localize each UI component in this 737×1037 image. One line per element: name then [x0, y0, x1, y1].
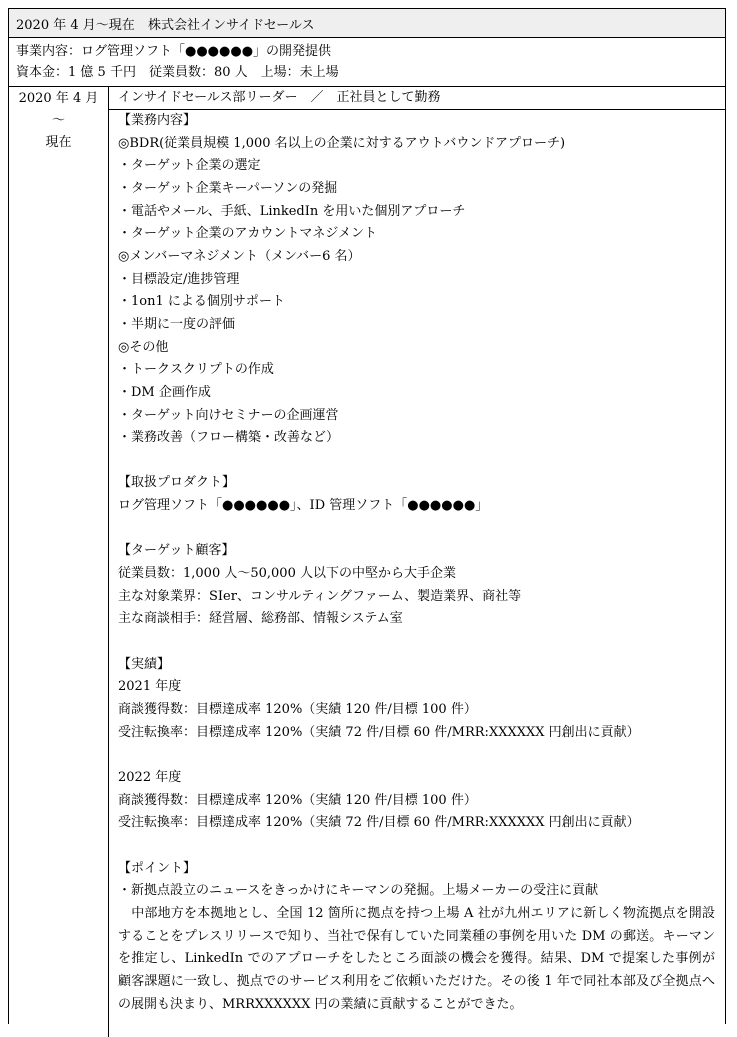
- company-name: 株式会社インサイドセールス: [148, 17, 315, 33]
- period-end: 現在: [45, 135, 72, 150]
- job-detail: [9, 87, 725, 1037]
- company-info: [9, 38, 725, 87]
- description-line: 【ポイント】: [118, 860, 197, 876]
- description-line: 受注転換率：目標達成率 120%（実績 72 件/目標 60 件/MRR:XXXXXX 円創出に貢献）: [118, 724, 640, 740]
- description-line: ・新拠点設立のニュースをきっかけにキーマンの発掘。上場メーカーの受注に貢献: [118, 883, 599, 899]
- description-line: 商談獲得数：目標達成率 120%（実績 120 件/目標 100 件）: [118, 702, 477, 718]
- description-line: 従業員数：1,000 人～50,000 人以下の中堅から大手企業: [118, 566, 456, 582]
- description-line: ・ターゲット企業キーパーソンの発掘: [118, 180, 338, 196]
- description-line: ・半期に一度の評価: [118, 316, 236, 332]
- description-line: 受注転換率：目標達成率 120%（実績 72 件/目標 60 件/MRR:XXXXXX 円創出に貢献）: [118, 815, 640, 831]
- role-title: インサイドセールス部リーダー ／ 正社員として勤務: [109, 87, 725, 110]
- description-line: 商談獲得数：目標達成率 120%（実績 120 件/目標 100 件）: [118, 792, 477, 808]
- description-line: ・電話やメール、手紙、LinkedIn を用いた個別アプローチ: [118, 203, 466, 219]
- employment-header: [9, 9, 725, 38]
- employment-period: 2020 年 4 月～現在: [16, 17, 135, 33]
- point-paragraph: 中部地方を本拠地とし、全国 12 箇所に拠点を持つ上場 A 社が九州エリアに新しく物流拠点を開設することをプレスリリースで知り、当社で保有していた同業種の事例を用いた DM の郵送。キーマンを推定し、LinkedIn でのアプローチをしたところ面談の機会を獲得。結果、DM で提案した事例が顧客課題に一致し、拠点でのサービス利用をご依頼いただけた。その後 1 年で同社本部及び全拠点への展開も決まり、MRRXXXXXX 円の業績に貢献することができた。: [118, 905, 716, 1012]
- description-line: ・1on1 による個別サポート: [118, 294, 285, 310]
- description-line: ・目標設定/進捗管理: [118, 271, 240, 287]
- description-line: ログ管理ソフト「●●●●●●」、ID 管理ソフト「●●●●●●」: [118, 498, 489, 514]
- description-line: ・トークスクリプトの作成: [118, 362, 274, 378]
- description-line: 主な対象業界：SIer、コンサルティングファーム、製造業界、商社等: [118, 588, 522, 604]
- description-line: 【実績】: [118, 656, 171, 672]
- description-lines: [118, 110, 715, 903]
- period-column: [9, 87, 109, 1037]
- description-line: 2021 年度: [118, 679, 182, 695]
- description-line: ・DM 企画作成: [118, 384, 211, 400]
- description-line: ・ターゲット企業のアカウントマネジメント: [118, 226, 377, 242]
- business-description: 事業内容：ログ管理ソフト「●●●●●●」の開発提供: [16, 44, 332, 59]
- description-line: 主な商談相手：経営層、総務部、情報システム室: [118, 611, 403, 627]
- resume-table: [8, 8, 726, 1024]
- description-line: 【取扱プロダクト】: [118, 475, 236, 491]
- description-line: [118, 518, 715, 541]
- description-line: [118, 835, 715, 858]
- description-column: [109, 87, 725, 1037]
- period-tilde: ～: [51, 113, 65, 128]
- description-line: ・業務改善（フロー構築・改善など）: [118, 430, 340, 446]
- description-line: ・ターゲット企業の選定: [118, 158, 261, 174]
- company-stats: 資本金：1 億 5 千円 従業員数：80 人 上場：未上場: [16, 65, 339, 80]
- description-line: ◎その他: [118, 339, 169, 355]
- description-line: [118, 450, 715, 473]
- description-line: 2022 年度: [118, 769, 182, 785]
- description-line: ◎メンバーマネジメント（メンバー6 名）: [118, 248, 361, 264]
- description-line: 【業務内容】: [118, 113, 197, 128]
- period-start: 2020 年 4 月: [18, 91, 99, 106]
- description-line: ◎BDR(従業員規模 1,000 名以上の企業に対するアウトバウンドアプローチ): [118, 135, 566, 151]
- description-line: [118, 631, 715, 654]
- description-line: 【ターゲット顧客】: [118, 543, 235, 559]
- description-line: ・ターゲット向けセミナーの企画運営: [118, 407, 339, 423]
- description-line: [118, 744, 715, 767]
